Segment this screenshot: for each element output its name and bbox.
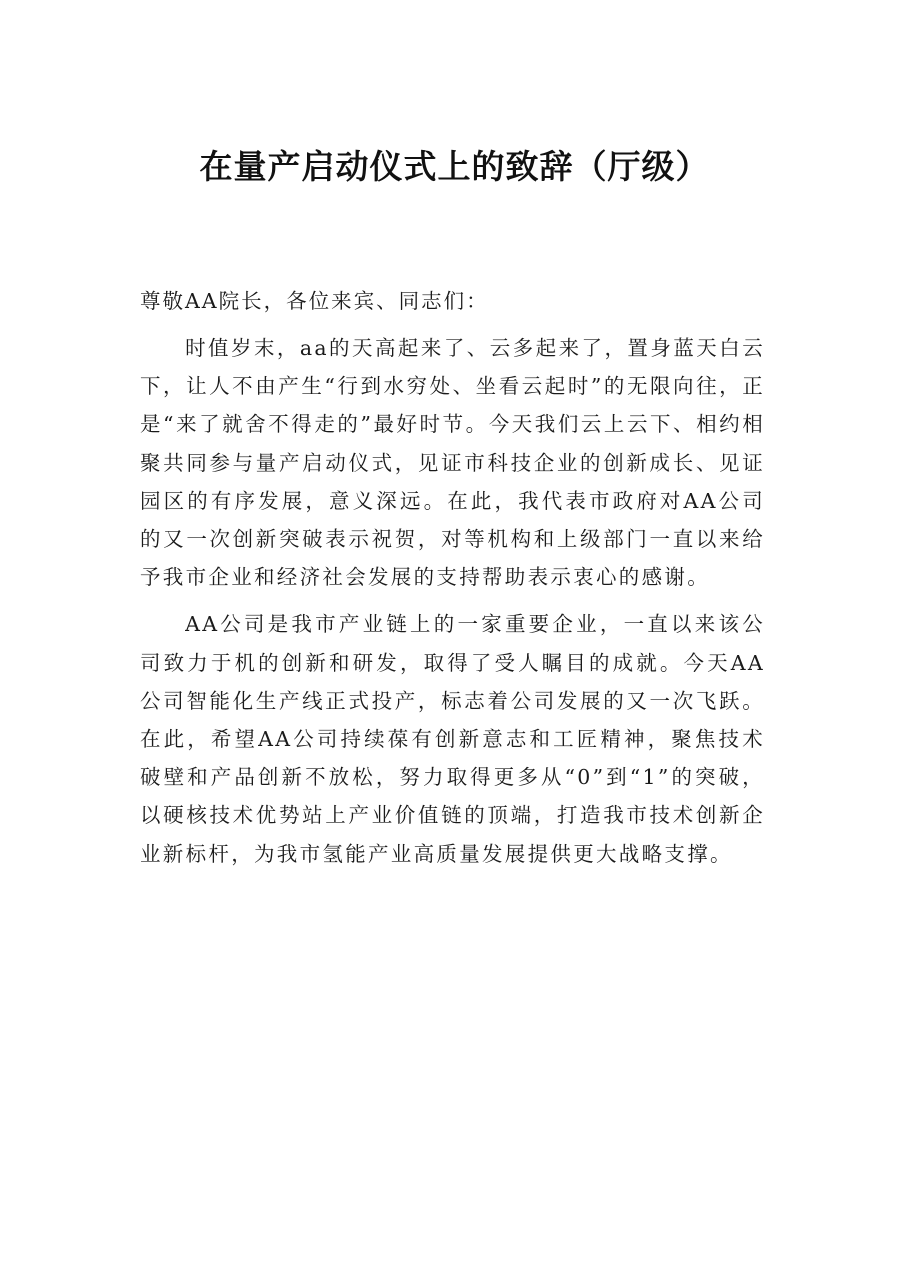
document-body xyxy=(140,282,765,882)
salutation: 尊敬AA院长，各位来宾、同志们： xyxy=(140,289,489,313)
paragraph-2: AA公司是我市产业链上的一家重要企业，一直以来该公司致力于机的创新和研发，取得了受人瞩目的成就。今天AA公司智能化生产线正式投产，标志着公司发展的又一次飞跃。在此，希望AA公司持续葆有创新意志和工匠精神，聚焦技术破壁和产品创新不放松，努力取得更多从“0”到“1”的突破，以硬核技术优势站上产业价值链的顶端，打造我市技术创新企业新标杆，为我市氢能产业高质量发展提供更大战略支撑。 xyxy=(140,612,765,866)
document-title: 在量产启动仪式上的致辞（厅级） xyxy=(199,147,710,186)
paragraph-1: 时值岁末，aa的天高起来了、云多起来了，置身蓝天白云下，让人不由产生“行到水穷处、坐看云起时”的无限向往，正是“来了就舍不得走的”最好时节。今天我们云上云下、相约相聚共同参与量产启动仪式，见证市科技企业的创新成长、见证园区的有序发展，意义深远。在此，我代表市政府对AA公司的又一次创新突破表示祝贺，对等机构和上级部门一直以来给予我市企业和经济社会发展的支持帮助表示衷心的感谢。 xyxy=(140,336,765,590)
